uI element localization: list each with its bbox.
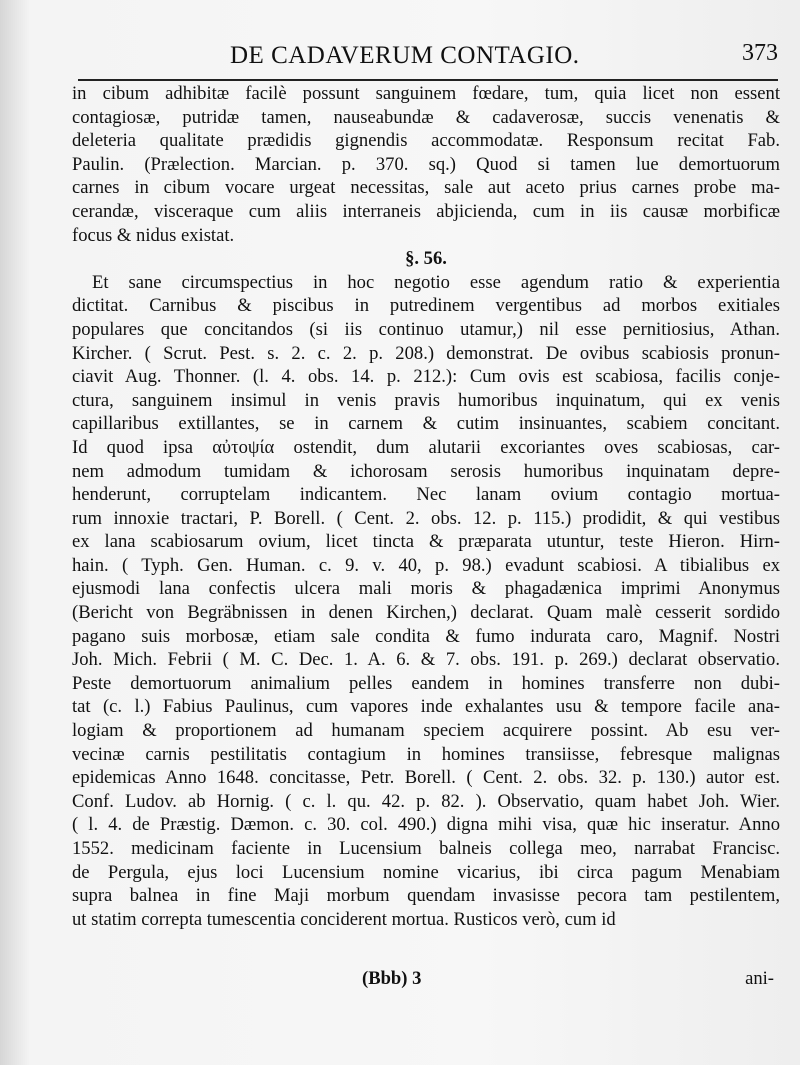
text-line: henderunt, corruptelam indicantem. Nec lanam ovium contagio mortua-	[72, 484, 780, 506]
page-footer	[72, 968, 780, 994]
text-line: carnes in cibum vocare urgeat necessitas, sale aut aceto prius carnes probe ma-	[72, 177, 780, 199]
page-number: 373	[742, 40, 778, 66]
text-line: logiam & proportionem ad humanam speciem acquirere possint. Ab esu ver-	[72, 720, 780, 742]
text-line: Joh. Mich. Febrii ( M. C. Dec. 1. A. 6. & 7. obs. 191. p. 269.) declarat observatio.	[72, 649, 780, 671]
catchword: ani-	[745, 968, 774, 989]
text-line: nem admodum tumidam & ichorosam serosis humoribus inquinatam depre-	[72, 460, 780, 482]
text-line: supra balnea in fine Maji morbum quendam invasisse pecora tam pestilentem,	[72, 885, 780, 907]
running-title: DE CADAVERUM CONTAGIO.	[230, 42, 580, 69]
text-line: rum innoxie tractari, P. Borell. ( Cent. 2. obs. 12. p. 115.) prodidit, & qui vestibus	[72, 507, 780, 529]
text-line: Conf. Ludov. ab Hornig. ( c. l. qu. 42. p. 82. ). Observatio, quam habet Joh. Wier.	[72, 790, 780, 812]
text-line: epidemicas Anno 1648. concitasse, Petr. Borell. ( Cent. 2. obs. 32. p. 130.) autor est.	[72, 767, 780, 789]
text-line: pagano suis morbosæ, etiam sale condita & fumo indurata caro, Magnif. Nostri	[72, 625, 780, 647]
text-line: ( l. 4. de Præstig. Dæmon. c. 30. col. 490.) digna mihi visa, quæ hic inseratur. Anno	[72, 814, 780, 836]
text-line: dictitat. Carnibus & piscibus in putredinem vergentibus ad morbos exitiales	[72, 295, 780, 317]
text-line: cerandæ, visceraque cum aliis interraneis abjicienda, cum in iis causæ morbificæ	[72, 200, 780, 222]
header-rule	[78, 79, 778, 81]
text-line: Peste demortuorum animalium pelles eandem in homines transferre non dubi-	[72, 672, 780, 694]
page-header	[70, 40, 778, 74]
text-line: (Bericht von Begräbnissen in denen Kirchen,) declarat. Quam malè cesserit sordido	[72, 602, 780, 624]
section-heading: §. 56.	[405, 248, 447, 270]
text-line: capillaribus extillantes, se in carnem & cutim insinuantes, scabiem concitant.	[72, 413, 780, 435]
text-line: in cibum adhibitæ facilè possunt sanguinem fœdare, tum, quia licet non essent	[72, 83, 780, 104]
text-line: Et sane circumspectius in hoc negotio esse agendum ratio & experientia	[92, 271, 780, 293]
text-line: populares que concitandos (si iis continuo utamur,) nil esse pernitiosius, Athan.	[72, 318, 780, 340]
text-line: ex lana scabiosarum ovium, licet tincta & præparata utuntur, teste Hieron. Hirn-	[72, 531, 780, 553]
text-line: contagiosæ, putridæ tamen, nauseabundæ & cadaverosæ, succis venenatis &	[72, 106, 780, 128]
text-line: ut statim correpta tumescentia conciderent mortua. Rusticos verò, cum id	[72, 908, 616, 930]
text-line: focus & nidus existat.	[72, 224, 235, 246]
text-line: Kircher. ( Scrut. Pest. s. 2. c. 2. p. 208.) demonstrat. De ovibus scabiosis pronun-	[72, 342, 780, 364]
text-line: de Pergula, ejus loci Lucensium nomine vicarius, ibi circa pagum Menabiam	[72, 861, 780, 883]
signature-mark: (Bbb) 3	[362, 968, 422, 989]
text-line: ejusmodi lana confectis ulcera mali moris & phagadænica imprimi Anonymus	[72, 578, 780, 600]
text-line: tat (c. l.) Fabius Paulinus, cum vapores inde exhalantes usu & tempore facile ana-	[72, 696, 780, 718]
body-text	[72, 82, 780, 931]
text-line: Paulin. (Prælection. Marcian. p. 370. sq.) Quod si tamen lue demortuorum	[72, 153, 780, 175]
text-line: 1552. medicinam faciente in Lucensium balneis collega meo, narrabat Francisc.	[72, 838, 780, 859]
text-line: ctura, sanguinem insimul in venis pravis humoribus inquinatum, qui ex venis	[72, 389, 780, 411]
text-line: ciavit Aug. Thonner. (l. 4. obs. 14. p. 212.): Cum ovis est scabiosa, facilis conje-	[72, 366, 780, 388]
text-line: hain. ( Typh. Gen. Human. c. 9. v. 40, p. 98.) evadunt scabiosi. A tibialibus ex	[72, 554, 780, 576]
text-line: deleteria qualitate prædidis gignendis accommodatæ. Responsum recitat Fab.	[72, 130, 780, 152]
text-line: vecinæ carnis pestilitatis contagium in homines transiisse, febresque malignas	[72, 743, 780, 765]
text-line: Id quod ipsa αὐτοψία ostendit, dum alutarii excoriantes oves scabiosas, car-	[72, 436, 780, 458]
